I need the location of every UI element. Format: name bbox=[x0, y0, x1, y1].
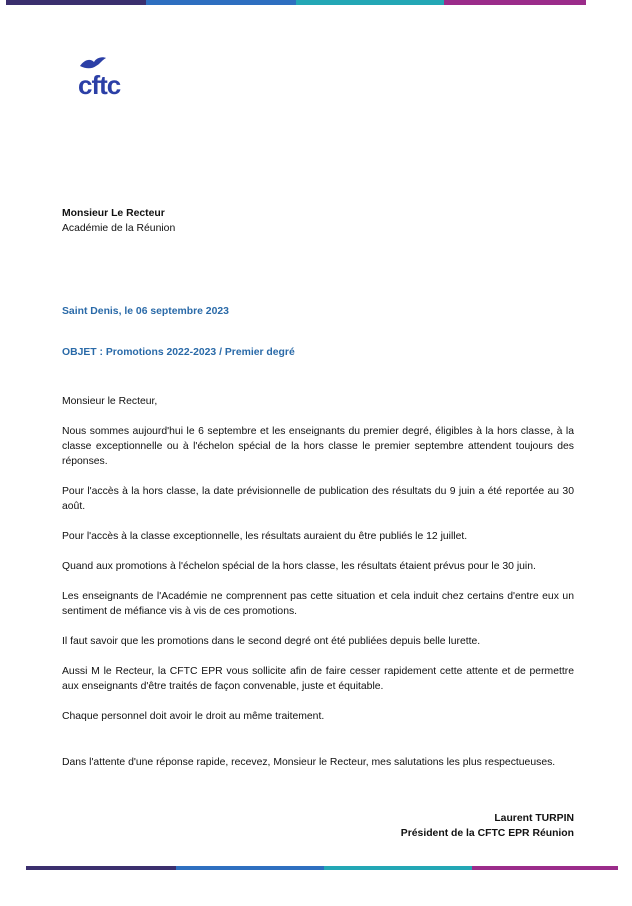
closing-paragraph: Dans l'attente d'une réponse rapide, recevez, Monsieur le Recteur, mes salutations les plus respectueuses. bbox=[62, 757, 556, 768]
closing-block bbox=[62, 755, 574, 785]
bottom-color-band bbox=[26, 866, 618, 870]
band-segment bbox=[6, 0, 146, 5]
salutation: Monsieur le Recteur, bbox=[62, 396, 158, 407]
recipient-block bbox=[62, 206, 574, 236]
date-line: Saint Denis, le 06 septembre 2023 bbox=[62, 306, 229, 317]
cftc-logo bbox=[78, 56, 142, 100]
band-segment bbox=[444, 0, 586, 5]
recipient-organization: Académie de la Réunion bbox=[62, 223, 176, 234]
body-paragraph: Pour l'accès à la classe exceptionnelle, les résultats auraient du être publiés le 12 juillet. bbox=[62, 531, 468, 542]
band-segment bbox=[472, 866, 618, 870]
signature-name: Laurent TURPIN bbox=[494, 813, 574, 824]
body-paragraph: Pour l'accès à la hors classe, la date prévisionnelle de publication des résultats du 9 juin a été reportée au 30 août. bbox=[62, 486, 574, 512]
band-segment bbox=[176, 866, 324, 870]
band-segment bbox=[146, 0, 296, 5]
band-segment bbox=[296, 0, 444, 5]
top-color-band bbox=[6, 0, 586, 5]
logo-text: cftc bbox=[78, 70, 121, 100]
band-segment bbox=[26, 866, 176, 870]
body-paragraph: Il faut savoir que les promotions dans le second degré ont été publiées depuis belle lurette. bbox=[62, 636, 481, 647]
recipient-name: Monsieur Le Recteur bbox=[62, 208, 165, 219]
body-paragraph: Nous sommes aujourd'hui le 6 septembre et les enseignants du premier degré, éligibles à la hors classe, à la classe exceptionnelle ou à l'échelon spécial de la hors classe le premier septembre attendent toujours des réponses. bbox=[62, 426, 574, 467]
body-paragraph: Les enseignants de l'Académie ne comprennent pas cette situation et cela induit chez certains d'entre eux un sentiment de méfiance vis à vis de ces promotions. bbox=[62, 591, 574, 617]
body-paragraph: Aussi M le Recteur, la CFTC EPR vous sollicite afin de faire cesser rapidement cette attente et de permettre aux enseignants d'être traités de façon convenable, juste et équitable. bbox=[62, 666, 574, 692]
signature-title: Président de la CFTC EPR Réunion bbox=[400, 828, 574, 839]
body-paragraph: Chaque personnel doit avoir le droit au même traitement. bbox=[62, 711, 325, 722]
band-segment bbox=[324, 866, 472, 870]
letter-body bbox=[62, 394, 574, 739]
signature-block bbox=[300, 811, 574, 841]
body-paragraph: Quand aux promotions à l'échelon spécial de la hors classe, les résultats étaient prévus pour le 30 juin. bbox=[62, 561, 536, 572]
subject-line: OBJET : Promotions 2022-2023 / Premier degré bbox=[62, 347, 295, 358]
